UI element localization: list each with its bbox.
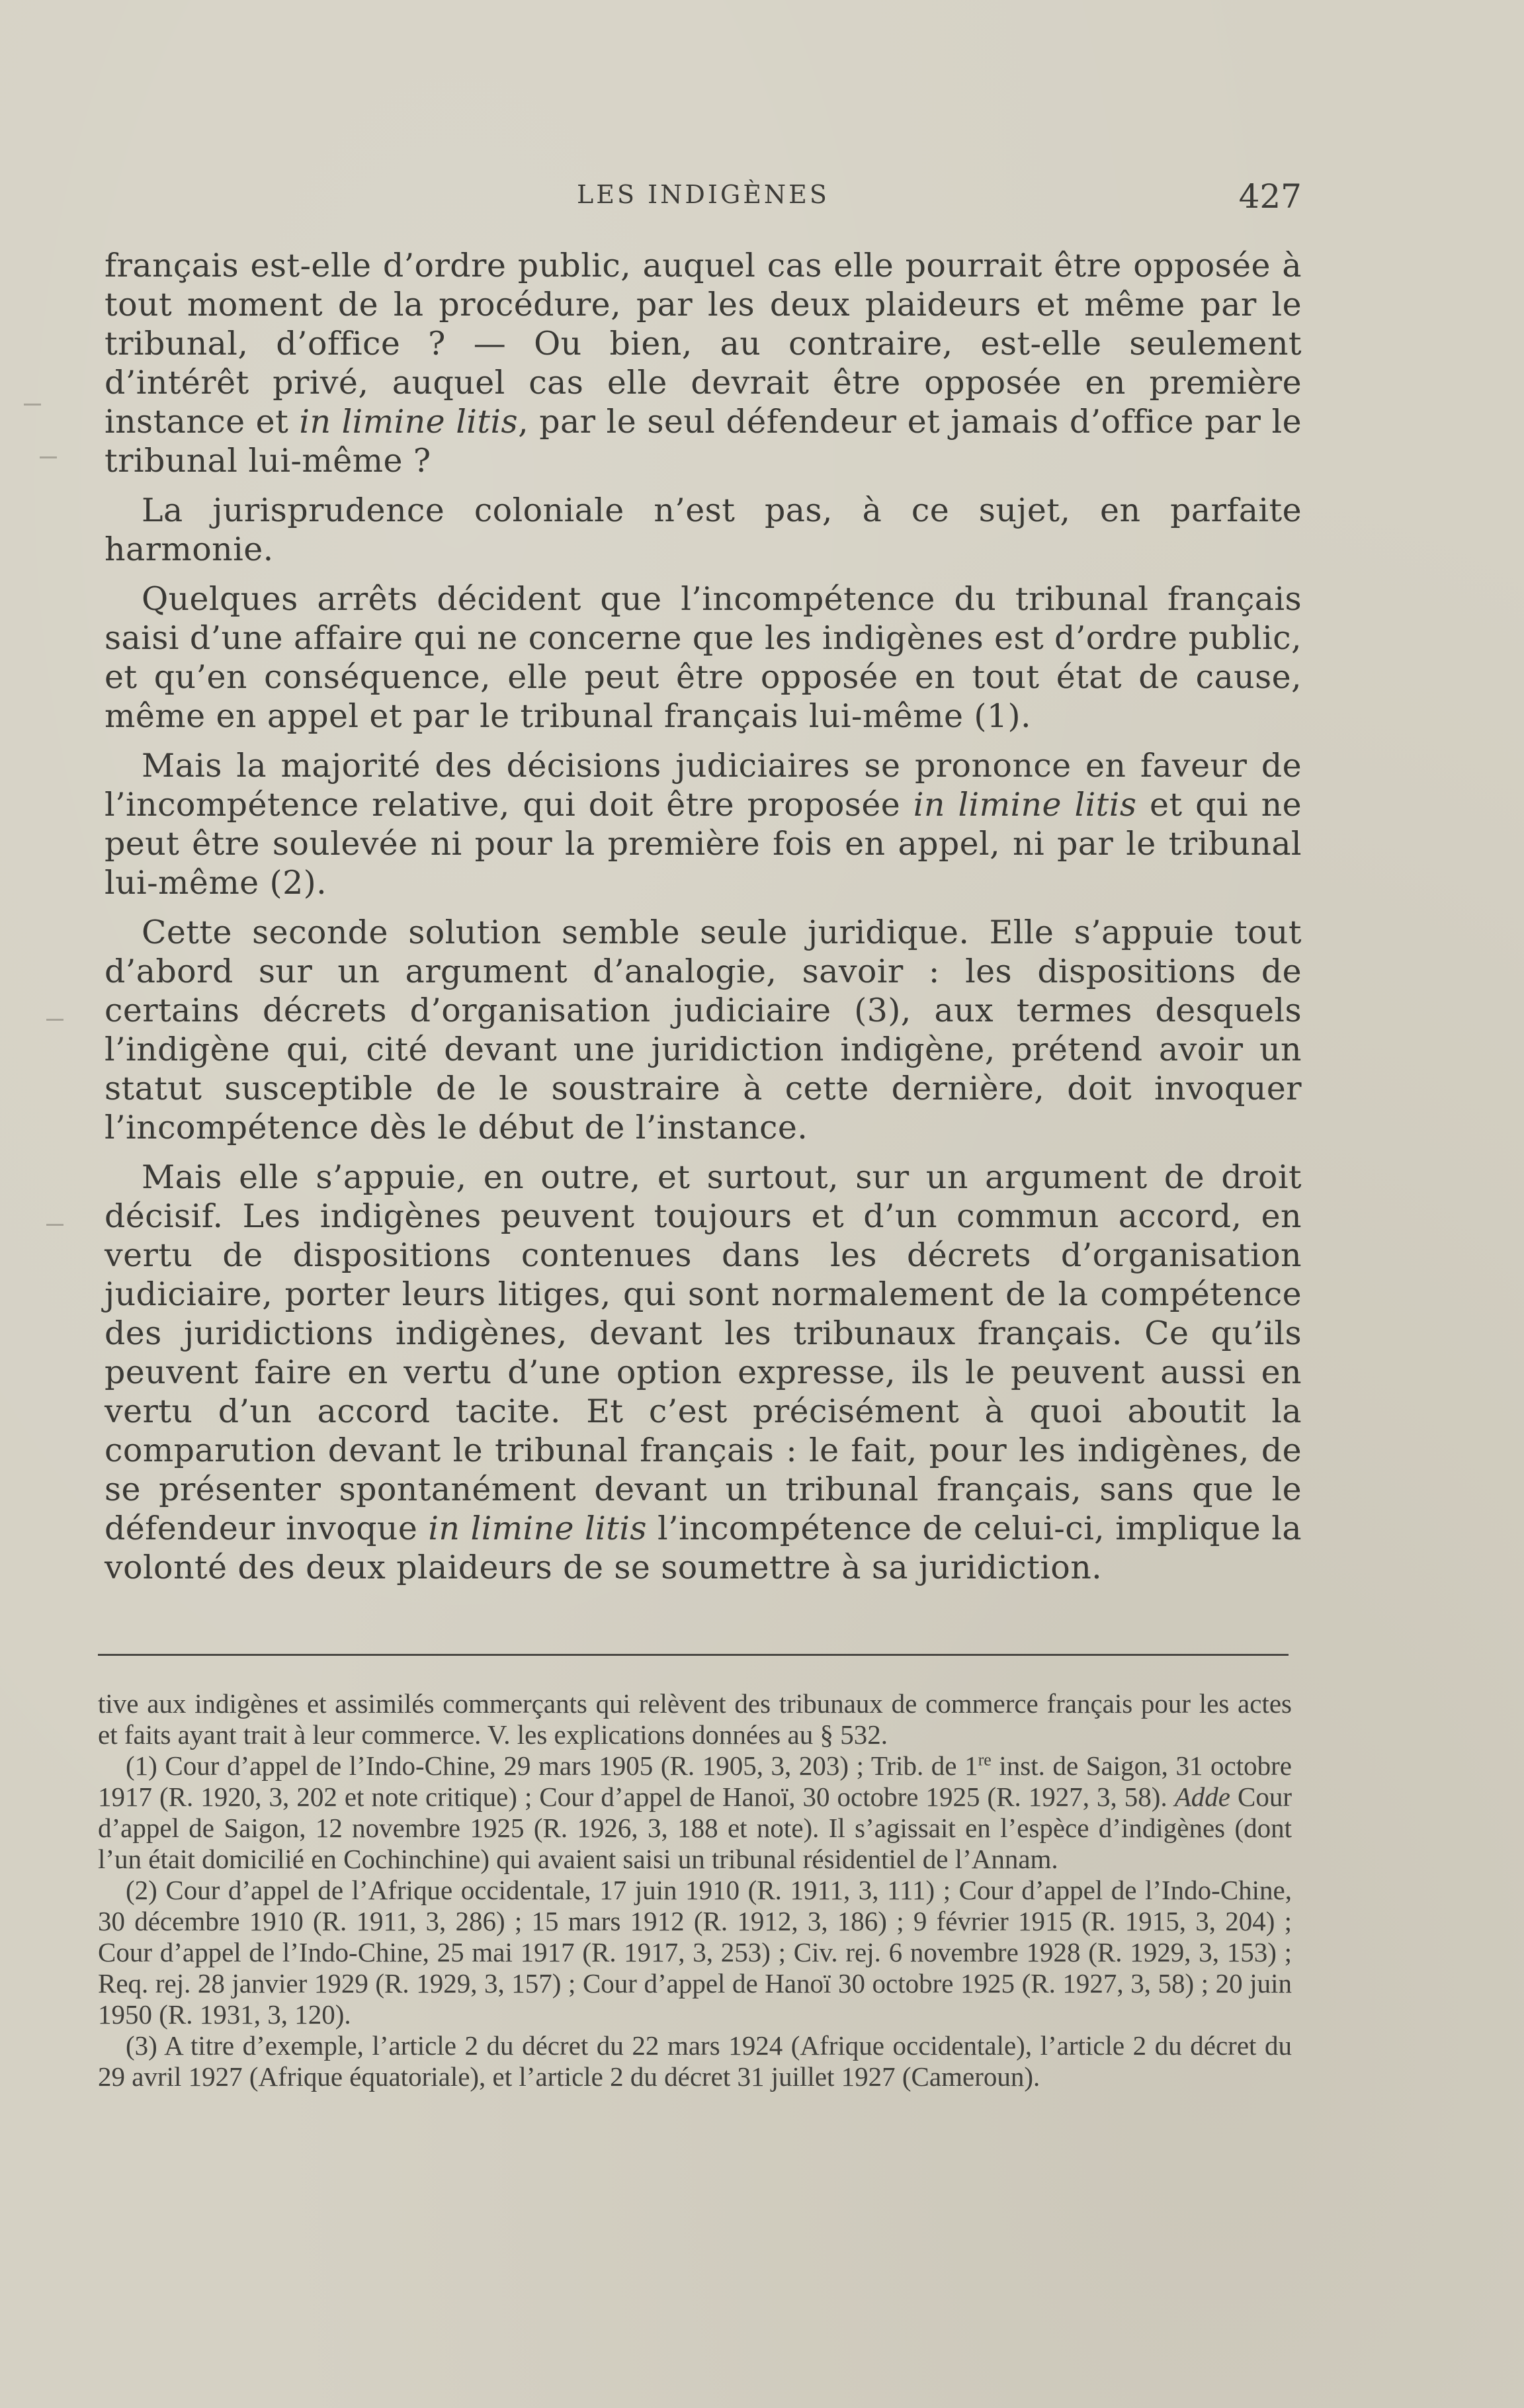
margin-mark [46, 1224, 64, 1226]
text-span: Mais elle s’appuie, en outre, et surtout, sur un argument de droit décisif. Les indigènes peuvent toujours et d’un commun accord, en vertu de dispositions contenues dans les décrets d’organisation judiciaire, porter leurs litiges, qui sont normalement de la compétence des juridictions indigènes, devant les tribunaux français. Ce qu’ils peuvent faire en vertu d’une option expresse, ils le peuvent aussi en vertu d’un accord tacite. Et c’est précisément à quoi aboutit la comparution devant le tribunal français : le fait, pour les indigènes, de se présenter spontanément devant un tribunal français, sans que le défendeur invoque [105, 1158, 1302, 1547]
running-title: LES INDIGÈNES [577, 180, 829, 209]
paragraph [105, 1158, 1302, 1587]
footnote-2: (2) Cour d’appel de l’Afrique occidentale, 17 juin 1910 (R. 1911, 3, 111) ; Cour d’appel de l’Indo-Chine, 30 décembre 1910 (R. 1911, 3, 286) ; 15 mars 1912 (R. 1912, 3, 186) ; 9 février 1915 (R. 1915, 3, 204) ; Cour d’appel de l’Indo-Chine, 25 mai 1917 (R. 1917, 3, 253) ; Civ. rej. 6 novembre 1928 (R. 1929, 3, 153) ; Req. rej. 28 janvier 1929 (R. 1929, 3, 157) ; Cour d’appel de Hanoï 30 octobre 1925 (R. 1927, 3, 58) ; 20 juin 1950 (R. 1931, 3, 120). [98, 1875, 1292, 2030]
margin-mark [46, 1019, 64, 1021]
paragraph: Quelques arrêts décident que l’incompétence du tribunal français saisi d’une affaire qui ne concerne que les indigènes est d’ordre public, et qu’en conséquence, elle peut être opposée en tout état de cause, même en appel et par le tribunal français lui-même (1). [105, 580, 1302, 735]
italic-phrase: in limine litis [913, 786, 1137, 824]
footnote-3: (3) A titre d’exemple, l’article 2 du décret du 22 mars 1924 (Afrique occidentale), l’article 2 du décret du 29 avril 1927 (Afrique équatoriale), et l’article 2 du décret 31 juillet 1927 (Cameroun). [98, 2030, 1292, 2092]
text-span: et qui ne peut être soulevée ni pour la première fois en appel, ni par le tribunal lui-même (2). [105, 786, 1302, 902]
text-span: Mais la majorité des décisions judiciaires se prononce en faveur de l’incompétence relative, qui doit être proposée [105, 747, 1302, 824]
text-span: inst. de Saigon, 31 octobre 1917 (R. 1920, 3, 202 et note critique) ; Cour d’appel de Hanoï, 30 octobre 1925 (R. 1927, 3, 58). [98, 1750, 1292, 1812]
superscript: re [978, 1750, 992, 1770]
page-number: 427 [1238, 177, 1302, 216]
italic-phrase: in limine litis [299, 403, 519, 441]
text-span: (1) Cour d’appel de l’Indo-Chine, 29 mars 1905 (R. 1905, 3, 203) ; Trib. de 1 [126, 1750, 978, 1781]
footnote-separator [98, 1654, 1289, 1656]
footnotes [98, 1688, 1292, 2092]
paragraph: La jurisprudence coloniale n’est pas, à ce sujet, en parfaite harmonie. [105, 492, 1302, 568]
paragraph [105, 746, 1302, 902]
running-head [105, 177, 1302, 220]
italic-phrase: in limine litis [428, 1510, 647, 1547]
footnote-1 [98, 1750, 1292, 1875]
text-span: l’incompétence de celui-ci, implique la volonté des deux plaideurs de se soumettre à sa juridiction. [105, 1510, 1302, 1586]
margin-mark [40, 456, 57, 458]
paragraph: Cette seconde solution semble seule juridique. Elle s’appuie tout d’abord sur un argument d’analogie, savoir : les dispositions de certains décrets d’organisation judiciaire (3), aux termes desquels l’indigène qui, cité devant une juridiction indigène, prétend avoir un statut susceptible de le soustraire à cette dernière, doit invoquer l’incompétence dès le début de l’instance. [105, 914, 1302, 1146]
text-span: Cour d’appel de Saigon, 12 novembre 1925 (R. 1926, 3, 188 et note). Il s’agissait en l’espèce d’indigènes (dont l’un était domicilié en Cochinchine) qui avaient saisi un tribunal résidentiel de l’Annam. [98, 1782, 1292, 1874]
margin-mark [24, 404, 41, 406]
paragraph [105, 246, 1302, 480]
footnote-continuation: tive aux indigènes et assimilés commerçants qui relèvent des tribunaux de commerce français pour les actes et faits ayant trait à leur commerce. V. les explications données au § 532. [98, 1688, 1292, 1750]
italic-phrase: Adde [1174, 1782, 1230, 1812]
body-text [105, 246, 1302, 1598]
text-span: , par le seul défendeur et jamais d’office par le tribunal lui-même ? [105, 403, 1302, 480]
text-span: français est-elle d’ordre public, auquel cas elle pourrait être opposée à tout moment de la procédure, par les deux plaideurs et même par le tribunal, d’office ? — Ou bien, au contraire, est-elle seulement d’intérêt privé, auquel cas elle devrait être opposée en première instance et [105, 247, 1302, 441]
